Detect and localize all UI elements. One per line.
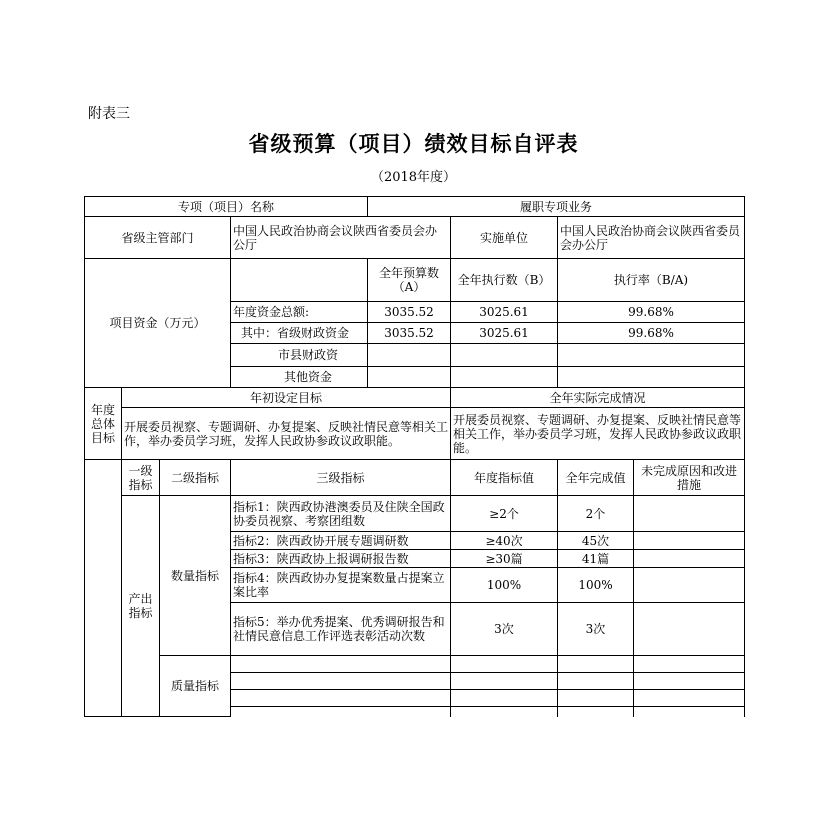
- empty-cell: [634, 656, 745, 673]
- empty-cell: [451, 673, 558, 690]
- funds-blank-cell: [231, 259, 368, 302]
- empty-cell: [231, 690, 451, 707]
- fund-exec: 3025.61: [451, 323, 558, 344]
- fund-rate: 99.68%: [558, 323, 745, 344]
- indicator-name: 指标1：陕西政协港澳委员及住陕全国政协委员视察、考察团组数: [231, 496, 451, 532]
- col-rate: 执行率（B/A): [558, 259, 745, 302]
- funds-label: 项目资金（万元）: [85, 259, 231, 388]
- empty-cell: [634, 673, 745, 690]
- indicator-target: ≥30篇: [451, 550, 558, 568]
- goals-actual-text: 开展委员视察、专题调研、办复提案、反映社情民意等相关工作，举办委员学习班，发挥人民政协参政议政职能。: [451, 408, 745, 460]
- dept-label: 省级主管部门: [85, 217, 231, 259]
- indicator-reason: [634, 603, 745, 656]
- fund-budget: [368, 367, 451, 388]
- indicator-name: 指标5：举办优秀提案、优秀调研报告和社情民意信息工作评选表彰活动次数: [231, 603, 451, 656]
- col-actual: 全年完成值: [558, 460, 634, 496]
- col-budget: 全年预算数（A）: [368, 259, 451, 302]
- fund-rate: [558, 344, 745, 367]
- empty-cell: [231, 707, 451, 717]
- fund-name: 年度资金总额:: [231, 302, 368, 323]
- col-level3: 三级指标: [231, 460, 451, 496]
- funds-header-row: [85, 259, 745, 302]
- department-row: [85, 217, 745, 259]
- empty-cell: [451, 707, 558, 717]
- fund-exec: [451, 344, 558, 367]
- empty-cell: [231, 673, 451, 690]
- empty-cell: [558, 690, 634, 707]
- fund-exec: 3025.61: [451, 302, 558, 323]
- empty-cell: [558, 673, 634, 690]
- fund-name: 其中：省级财政资金: [231, 323, 368, 344]
- form-title: 省级预算（项目）绩效目标自评表: [248, 131, 579, 156]
- indicator-actual: 100%: [558, 568, 634, 603]
- indicator-name: 指标2：陕西政协开展专题调研数: [231, 532, 451, 550]
- col-reason: 未完成原因和改进措施: [634, 460, 745, 496]
- annex-label: 附表三: [88, 106, 130, 122]
- indicator-actual: 45次: [558, 532, 634, 550]
- fund-rate: 99.68%: [558, 302, 745, 323]
- empty-cell: [231, 656, 451, 673]
- evaluation-table: [84, 196, 745, 717]
- output-label: 产出指标: [122, 496, 160, 717]
- empty-cell: [558, 656, 634, 673]
- goals-text-row: [85, 408, 745, 460]
- dept-value: 中国人民政治协商会议陕西省委员会办公厅: [231, 217, 451, 259]
- empty-cell: [634, 707, 745, 717]
- project-name-label: 专项（项目）名称: [85, 197, 368, 217]
- goals-set-text: 开展委员视察、专题调研、办复提案、反映社情民意等相关工作，举办委员学习班，发挥人民政协参政议政职能。: [122, 408, 451, 460]
- project-name-row: [85, 197, 745, 217]
- goals-header-row: [85, 388, 745, 408]
- indicator-left-blank: [85, 460, 122, 717]
- indicator-reason: [634, 496, 745, 532]
- indicator-target: ≥2个: [451, 496, 558, 532]
- col-level2: 二级指标: [160, 460, 231, 496]
- fund-budget: 3035.52: [368, 323, 451, 344]
- quality-row: [85, 656, 745, 673]
- empty-cell: [451, 690, 558, 707]
- empty-cell: [451, 656, 558, 673]
- col-exec: 全年执行数（B）: [451, 259, 558, 302]
- fund-exec: [451, 367, 558, 388]
- goals-set-header: 年初设定目标: [122, 388, 451, 408]
- impl-value: 中国人民政治协商会议陕西省委员会办公厅: [558, 217, 745, 259]
- quality-label: 质量指标: [160, 656, 231, 717]
- fund-name: 其他资金: [231, 367, 368, 388]
- indicator-target: ≥40次: [451, 532, 558, 550]
- fund-budget: [368, 344, 451, 367]
- indicator-reason: [634, 532, 745, 550]
- indicator-name: 指标3：陕西政协上报调研报告数: [231, 550, 451, 568]
- empty-cell: [634, 690, 745, 707]
- indicator-actual: 41篇: [558, 550, 634, 568]
- goals-actual-header: 全年实际完成情况: [451, 388, 745, 408]
- fund-rate: [558, 367, 745, 388]
- indicator-row: [85, 496, 745, 532]
- indicator-reason: [634, 550, 745, 568]
- indicator-target: 3次: [451, 603, 558, 656]
- empty-cell: [558, 707, 634, 717]
- fund-name: 市县财政资: [231, 344, 368, 367]
- quantity-label: 数量指标: [160, 496, 231, 656]
- indicator-reason: [634, 568, 745, 603]
- indicator-name: 指标4：陕西政协办复提案数量占提案立案比率: [231, 568, 451, 603]
- fund-budget: 3035.52: [368, 302, 451, 323]
- col-target: 年度指标值: [451, 460, 558, 496]
- col-level1: 一级指标: [122, 460, 160, 496]
- form-year: （2018年度）: [370, 170, 457, 185]
- project-name-value: 履职专项业务: [368, 197, 745, 217]
- indicator-target: 100%: [451, 568, 558, 603]
- indicator-actual: 3次: [558, 603, 634, 656]
- indicator-header-row: [85, 460, 745, 496]
- indicator-actual: 2个: [558, 496, 634, 532]
- impl-label: 实施单位: [451, 217, 558, 259]
- goals-label: 年度总体目标: [85, 388, 122, 460]
